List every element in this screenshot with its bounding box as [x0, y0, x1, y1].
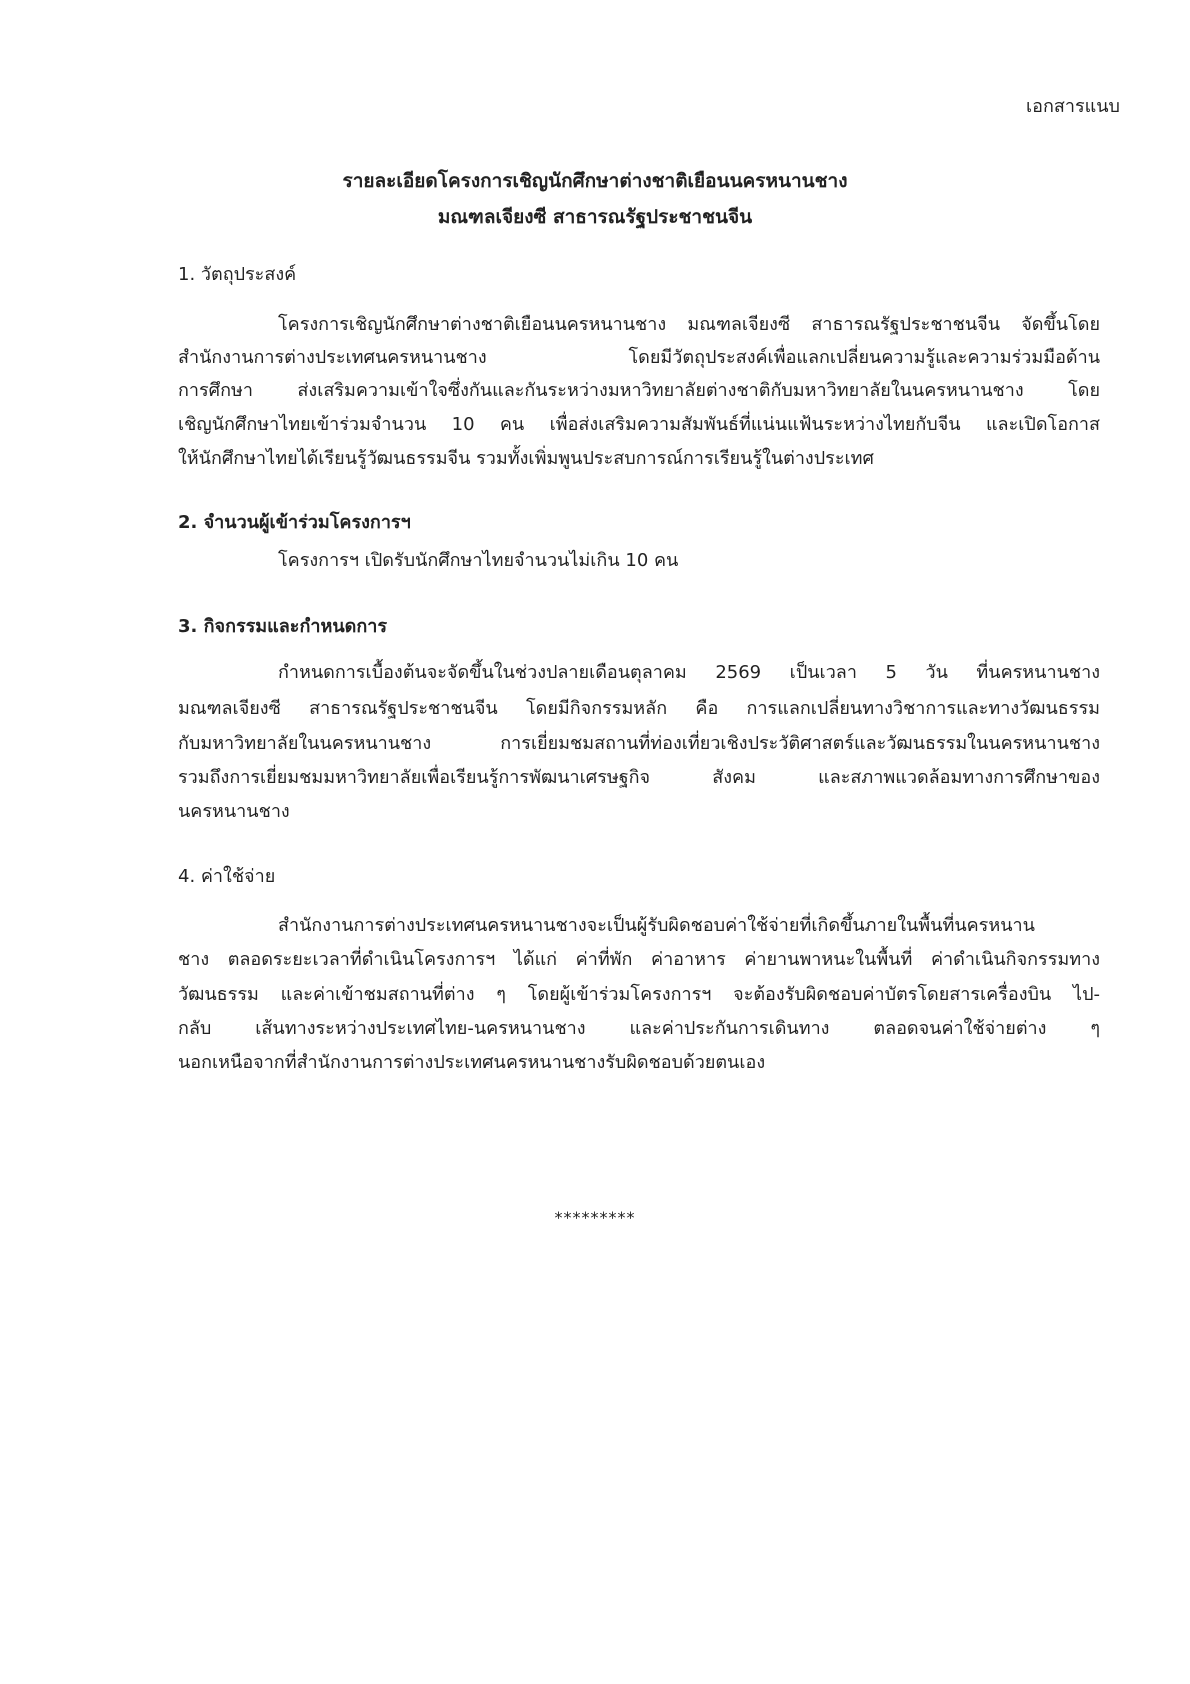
- section-1-paragraph-line: สำนักงานการต่างประเทศนครหนานชาง โดยมีวัตถุประสงค์เพื่อแลกเปลี่ยนความรู้และความร่วมมือด้าน: [178, 347, 1100, 368]
- document-title-line-1: รายละเอียดโครงการเชิญนักศึกษาต่างชาติเยือนนครหนานชาง: [342, 170, 848, 192]
- end-of-document-marker: *********: [554, 1208, 636, 1227]
- section-4-paragraph-line: วัฒนธรรม และค่าเข้าชมสถานที่ต่าง ๆ โดยผู้เข้าร่วมโครงการฯ จะต้องรับผิดชอบค่าบัตรโดยสารเครื่องบิน ไป-: [178, 984, 1100, 1005]
- section-2-heading: 2. จำนวนผู้เข้าร่วมโครงการฯ: [178, 512, 411, 533]
- section-4-paragraph-line: สำนักงานการต่างประเทศนครหนานชางจะเป็นผู้รับผิดชอบค่าใช้จ่ายที่เกิดขึ้นภายในพื้นที่นครหนาน: [278, 915, 1035, 936]
- section-3-paragraph-line: รวมถึงการเยี่ยมชมมหาวิทยาลัยเพื่อเรียนรู้การพัฒนาเศรษฐกิจ สังคม และสภาพแวดล้อมทางการศึกษาของ: [178, 767, 1100, 788]
- section-4-heading: 4. ค่าใช้จ่าย: [178, 866, 276, 887]
- section-2-paragraph-line: โครงการฯ เปิดรับนักศึกษาไทยจำนวนไม่เกิน 10 คน: [278, 550, 679, 571]
- section-1-paragraph-line: ให้นักศึกษาไทยได้เรียนรู้วัฒนธรรมจีน รวมทั้งเพิ่มพูนประสบการณ์การเรียนรู้ในต่างประเทศ: [178, 448, 874, 469]
- section-1-paragraph-line: การศึกษา ส่งเสริมความเข้าใจซึ่งกันและกันระหว่างมหาวิทยาลัยต่างชาติกับมหาวิทยาลัยในนครหนานชาง โดย: [178, 380, 1100, 401]
- document-title-line-2: มณฑลเจียงซี สาธารณรัฐประชาชนจีน: [437, 206, 753, 228]
- section-4-paragraph-line: ชาง ตลอดระยะเวลาที่ดำเนินโครงการฯ ได้แก่ ค่าที่พัก ค่าอาหาร ค่ายานพาหนะในพื้นที่ ค่าดำเนินกิจกรรมทาง: [178, 949, 1100, 970]
- section-3-paragraph-line: กับมหาวิทยาลัยในนครหนานชาง การเยี่ยมชมสถานที่ท่องเที่ยวเชิงประวัติศาสตร์และวัฒนธรรมในนครหนานชาง: [178, 733, 1100, 754]
- section-3-heading: 3. กิจกรรมและกำหนดการ: [178, 616, 388, 637]
- attachment-label: เอกสารแนบ: [1026, 96, 1120, 117]
- section-1-paragraph-line: โครงการเชิญนักศึกษาต่างชาติเยือนนครหนานชาง มณฑลเจียงซี สาธารณรัฐประชาชนจีน จัดขึ้นโดย: [278, 314, 1100, 335]
- section-4-paragraph-line: นอกเหนือจากที่สำนักงานการต่างประเทศนครหนานชางรับผิดชอบด้วยตนเอง: [178, 1052, 766, 1073]
- section-1-paragraph-line: เชิญนักศึกษาไทยเข้าร่วมจำนวน 10 คน เพื่อส่งเสริมความสัมพันธ์ที่แน่นแฟ้นระหว่างไทยกับจีน และเปิดโอกาส: [178, 414, 1100, 435]
- section-3-paragraph-line: กำหนดการเบื้องต้นจะจัดขึ้นในช่วงปลายเดือนตุลาคม 2569 เป็นเวลา 5 วัน ที่นครหนานชาง: [278, 662, 1100, 683]
- section-1-heading: 1. วัตถุประสงค์: [178, 264, 297, 285]
- section-3-paragraph-line: นครหนานชาง: [178, 801, 290, 822]
- section-4-paragraph-line: กลับ เส้นทางระหว่างประเทศไทย-นครหนานชาง และค่าประกันการเดินทาง ตลอดจนค่าใช้จ่ายต่าง ๆ: [178, 1018, 1100, 1039]
- section-3-paragraph-line: มณฑลเจียงซี สาธารณรัฐประชาชนจีน โดยมีกิจกรรมหลัก คือ การแลกเปลี่ยนทางวิชาการและทางวัฒนธรรม: [178, 698, 1100, 719]
